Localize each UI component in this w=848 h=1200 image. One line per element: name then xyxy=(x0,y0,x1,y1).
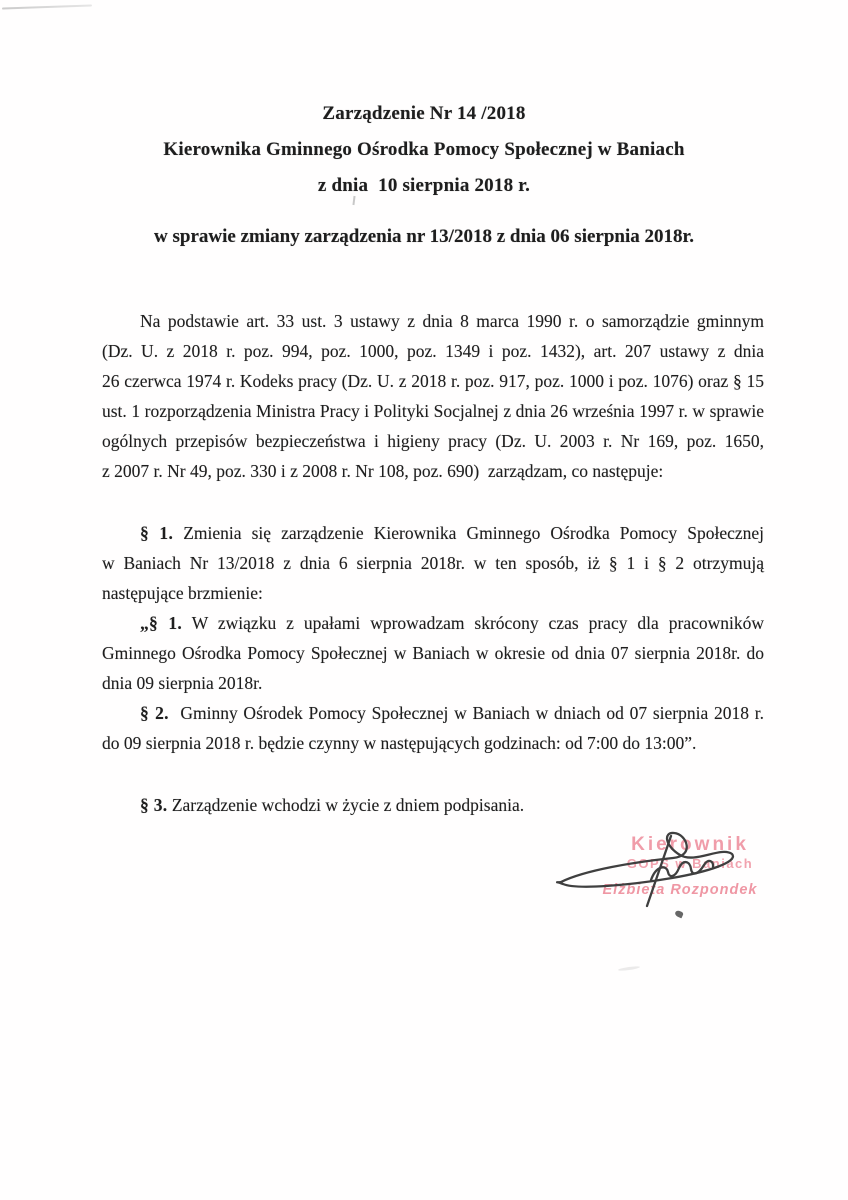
text-line: § 3. Zarządzenie wchodzi w życie z dniem podpisania. xyxy=(140,795,525,815)
document-title xyxy=(0,96,848,204)
paragraph xyxy=(102,790,764,820)
text-line: dnia 09 sierpnia 2018r. xyxy=(102,673,263,693)
text-line: ogólnych przepisów bezpieczeństwa i higieny pracy (Dz. U. 2003 r. Nr 169, poz. 1650, xyxy=(102,431,764,451)
text-line: (Dz. U. z 2018 r. poz. 994, poz. 1000, poz. 1349 i poz. 1432), art. 207 ustawy z dnia xyxy=(102,341,764,361)
paragraph xyxy=(102,698,764,758)
text-line: w Baniach Nr 13/2018 z dnia 6 sierpnia 2018r. w ten sposób, iż § 1 i § 2 otrzymują xyxy=(102,553,764,573)
text-line: do 09 sierpnia 2018 r. będzie czynny w następujących godzinach: od 7:00 do 13:00”. xyxy=(102,733,697,753)
paragraph xyxy=(102,306,764,486)
paragraph xyxy=(102,518,764,608)
text-line: ust. 1 rozporządzenia Ministra Pracy i Polityki Socjalnej z dnia 26 września 1997 r. w sprawie xyxy=(102,401,764,421)
handwritten-signature-icon xyxy=(535,818,845,933)
text-line: 26 czerwca 1974 r. Kodeks pracy (Dz. U. z 2018 r. poz. 917, poz. 1000 i poz. 1076) oraz § 15 xyxy=(102,371,764,391)
text-line: „§ 1. W związku z upałami wprowadzam skrócony czas pracy dla pracowników xyxy=(140,613,765,633)
stamp-name: Elżbieta Rozpondek xyxy=(602,882,758,898)
text-line: z 2007 r. Nr 49, poz. 330 i z 2008 r. Nr 108, poz. 690) zarządzam, co następuje: xyxy=(102,461,664,481)
title-line-3: z dnia 10 sierpnia 2018 r. xyxy=(317,175,531,196)
body-text xyxy=(102,306,764,820)
text-line: § 2. Gminny Ośrodek Pomocy Społecznej w Baniach w dniach od 07 sierpnia 2018 r. xyxy=(140,703,764,723)
signature-block xyxy=(535,818,845,978)
text-line: Gminnego Ośrodka Pomocy Społecznej w Baniach w okresie od dnia 07 sierpnia 2018r. do xyxy=(102,643,764,663)
text-line: Na podstawie art. 33 ust. 3 ustawy z dnia 8 marca 1990 r. o samorządzie gminnym xyxy=(140,311,764,331)
stamp-role: Kierownik xyxy=(631,834,749,855)
subject-line: w sprawie zmiany zarządzenia nr 13/2018 z dnia 06 sierpnia 2018r. xyxy=(154,226,694,247)
paragraph xyxy=(102,608,764,698)
scan-artifact-line xyxy=(2,4,92,9)
title-line-2: Kierownika Gminnego Ośrodka Pomocy Społecznej w Baniach xyxy=(163,139,685,160)
stamp-org: GOPS w Baniach xyxy=(626,856,754,871)
text-line: następujące brzmienie: xyxy=(102,583,263,603)
text-line: § 1. Zmienia się zarządzenie Kierownika Gminnego Ośrodka Pomocy Społecznej xyxy=(140,523,765,543)
title-line-1: Zarządzenie Nr 14 /2018 xyxy=(322,103,526,124)
